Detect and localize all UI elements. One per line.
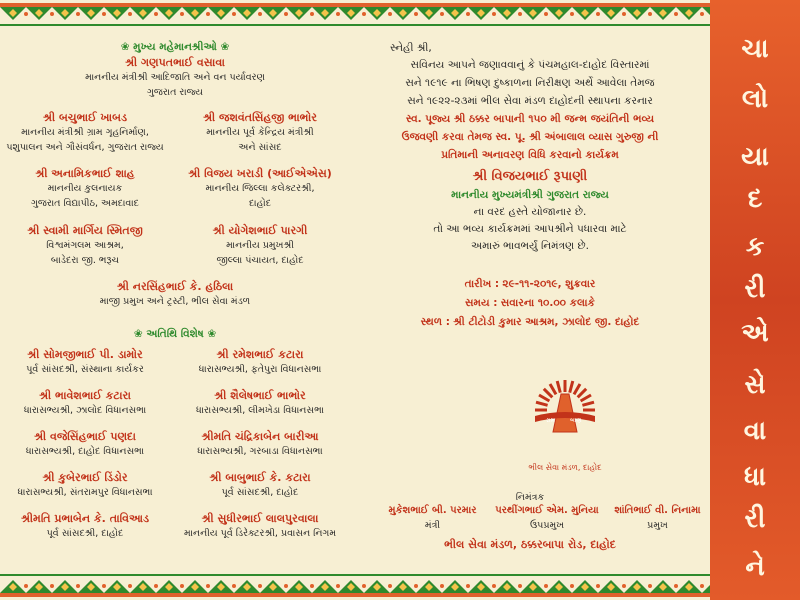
inviter-role: ઉપપ્રમુખ (529, 520, 565, 531)
special-guests-heading: ❀ અતિથિ વિશેષ ❀ (133, 328, 217, 340)
guest-name: શ્રી રમેશભાઈ કટારા (216, 348, 304, 361)
bhil-seva-mandal-logo (530, 372, 600, 462)
logo-caption: ભીલ સેવા મંડળ, દાહોદ (528, 463, 602, 472)
guest-desc: ધારાસભ્યશ્રી, સંતરામપુર વિધાનસભા (17, 487, 153, 498)
letter-highlight: પ્રતિમાની અનાવરણ વિધિ કરવાનો કાર્યક્રમ (441, 149, 619, 161)
guest-desc: માજી પ્રમુખ અને ટ્રસ્ટી, ભીલ સેવા મંડળ (99, 296, 251, 307)
event-date (360, 278, 700, 291)
guest-name: શ્રી કુબેરભાઈ ડિંડોર (42, 471, 128, 484)
guest-desc: ધારાસભ્યશ્રી, દાહોદ વિધાનસભા (25, 446, 145, 457)
guest-desc: ધારાસભ્યશ્રી, ઝાલોદ વિધાનસભા (23, 405, 147, 416)
guest-name: શ્રી બચુભાઈ ખાબડ (43, 111, 127, 124)
guest-name: શ્રી શૈલેષભાઈ ભાભોર (214, 389, 306, 402)
decorative-top-border (0, 0, 710, 30)
guest-desc: ગુજરાત વિદ્યાપીઠ, અમદાવાદ (31, 198, 139, 209)
event-place (360, 316, 700, 329)
logo-right-word: બાણ (570, 417, 582, 424)
guest-desc: ધારાસભ્યશ્રી, ગરબાડા વિધાનસભા (197, 446, 323, 457)
guest-name: શ્રી સોમજીભાઈ પી. ડામોર (27, 348, 143, 361)
letter-line: સને ૧૯૨૨-૨૩માં ભીલ સેવા મંડળ દાહોદની સ્થાપના કરનાર (407, 95, 653, 107)
guest-desc: માનનીય કુલનાયક (47, 183, 123, 194)
sidebar-char: ધા (744, 462, 766, 492)
inviter-name: પરથીંગભાઈ એમ. મુનિયા (495, 505, 599, 516)
date-label: તારીખ : (464, 278, 500, 290)
chief-guests-heading: ❀ મુખ્ય મહેમાનશ્રીઓ ❀ (120, 41, 230, 53)
guest-name: શ્રી નરસિંહભાઈ કે. હઠિલા (116, 280, 234, 293)
sidebar-char: ક (745, 232, 765, 262)
guest-name: શ્રી સ્વામી માર્ગિય સ્મિતજી (27, 224, 143, 237)
guest-desc: વિશ્વમંગલમ આશ્રમ, (46, 240, 124, 251)
sidebar-char: વા (743, 416, 767, 446)
date-value: ૨૯-૧૧-૨૦૧૯, શુક્રવાર (502, 278, 596, 290)
sidebar-char: લો (741, 84, 769, 114)
guest-desc: માનનીય મંત્રીશ્રી ગ્રામ ગૃહનિર્માણ, (21, 127, 149, 138)
sidebar-char: ને (745, 552, 765, 582)
guest-desc: અને સાંસદ (238, 142, 282, 153)
inviter-name: મુકેશભાઈ બી. પરમાર (388, 505, 477, 516)
sidebar-char: દ (747, 184, 763, 214)
guest-name: શ્રી જશવંતસિંહજી ભાભોર (203, 111, 317, 124)
guest-desc: ગુજરાત રાજ્ય (146, 87, 204, 98)
guest-name: શ્રી સુધીરભાઈ લાલપુરવાલા (201, 512, 319, 525)
guest-desc: માનનીય પૂર્વ ડિરેક્ટરશ્રી, પ્રવાસન નિગમ (183, 528, 337, 539)
guest-name: શ્રી બાબુભાઈ કે. કટારા (209, 471, 311, 484)
guest-name: શ્રી યોગેશભાઈ પારગી (212, 224, 308, 237)
time-label: સમય : (465, 297, 498, 309)
sidebar-char: એ (741, 318, 769, 348)
chief-minister-title: માનનીય મુખ્યમંત્રીશ્રી ગુજરાત રાજ્ય (451, 189, 609, 201)
guest-desc: પૂર્વ સાંસદશ્રી, સંસ્થાના કાર્યકર (26, 364, 144, 375)
inviter-role: પ્રમુખ (647, 520, 668, 531)
sidebar-char: યા (741, 142, 769, 172)
guest-desc: ધારાસભ્યશ્રી, લીમખેડા વિધાનસભા (195, 405, 325, 416)
letter-line: સને ૧૯૧૯ ના ભિષણ દુષ્કાળના નિરીક્ષણ અર્થે આવેલા તેમજ (405, 77, 655, 89)
guest-desc: ધારાસભ્યશ્રી, ફતેપુરા વિધાનસભા (198, 364, 322, 375)
guest-desc: પૂર્વ સાંસદશ્રી, દાહોદ (46, 528, 124, 539)
logo-left-word: રામ (546, 417, 555, 424)
sidebar-char: ચા (741, 34, 769, 64)
inviter-name: શાંતિભાઈ વી. નિનામા (614, 505, 701, 516)
guest-desc: માનનીય મંત્રીશ્રી આદિજાતિ અને વન પર્યાવરણ (85, 72, 265, 83)
letter-line: ના વરદ હસ્તે યોજાનાર છે. (473, 206, 587, 218)
guest-desc: પશુપાલન અને ગૌસંવર્ધન, ગુજરાત રાજ્ય (6, 142, 164, 153)
chief-minister-name: શ્રી વિજયભાઈ રૂપાણી (472, 169, 588, 184)
guest-desc: દાહોદ (248, 198, 272, 209)
guest-name: શ્રીમતિ ચંદ્રિકાબેન બારીઆ (201, 430, 319, 443)
letter-line: તો આ ભવ્ય કાર્યક્રમમાં આપશ્રીને પધારવા માટે (433, 223, 627, 235)
inviters-heading: નિમંત્રક (515, 492, 545, 503)
letter-line: અમારું ભાવભર્યું નિમંત્રણ છે. (471, 240, 589, 252)
place-label: સ્થળ : (420, 316, 450, 328)
sidebar-tagline (710, 0, 800, 600)
guest-name: શ્રી વિજય ખરાડી (આઈએએસ) (188, 167, 332, 180)
footer-address: ભીલ સેવા મંડળ, ઠક્કરબાપા રોડ, દાહોદ (444, 538, 616, 551)
letter-line: સવિનય આપને જણાવવાનું કે પંચમહાલ-દાહોદ વિસ્તારમાં (410, 59, 650, 71)
sidebar-char: રી (744, 274, 766, 304)
guest-desc: જીલ્લા પંચાયત, દાહોદ (216, 255, 304, 266)
guest-name: શ્રી ગણપતભાઈ વસાવા (125, 56, 225, 69)
sidebar-char: સે (744, 370, 766, 400)
letter-highlight: સ્વ. પૂજ્ય શ્રી ઠક્કર બાપાની ૧૫૦ મી જન્મ જયંતિની ભવ્ય (405, 113, 655, 125)
guest-desc: પૂર્વ સાંસદશ્રી, દાહોદ (221, 487, 299, 498)
letter-highlight: ઉજવણી કરવા તેમજ સ્વ. પૂ. શ્રી અંબાલાલ વ્યાસ ગુરુજી ની (401, 131, 659, 143)
time-value: સવારના ૧૦.૦૦ કલાકે (500, 297, 595, 309)
guest-desc: માનનીય પ્રમુખશ્રી (226, 240, 294, 251)
inviter-role: મંત્રી (424, 520, 441, 531)
decorative-bottom-border (0, 570, 710, 600)
guest-desc: માનનીય જિલ્લા કલેક્ટરશ્રી, (205, 183, 315, 194)
guest-name: શ્રી ભાવેશભાઈ કટારા (39, 389, 131, 402)
greeting: સ્નેહી શ્રી, (390, 42, 432, 54)
guest-desc: બાડેદરા જી. ભરૂચ (50, 255, 120, 266)
event-time (360, 297, 700, 310)
sidebar-char: રી (744, 504, 766, 534)
guest-desc: માનનીય પૂર્વ કેન્દ્રિય મંત્રીશ્રી (206, 127, 314, 138)
place-value: શ્રી ટીટોડી કુમાર આશ્રમ, ઝાલોદ જી. દાહોદ (453, 316, 640, 328)
guest-name: શ્રી વજેસિંહભાઈ પણદા (34, 430, 136, 443)
guest-name: શ્રી અનામિકભાઈ શાહ (35, 167, 135, 180)
guest-name: શ્રીમતિ પ્રભાબેન કે. તાવિઆડ (20, 512, 150, 525)
